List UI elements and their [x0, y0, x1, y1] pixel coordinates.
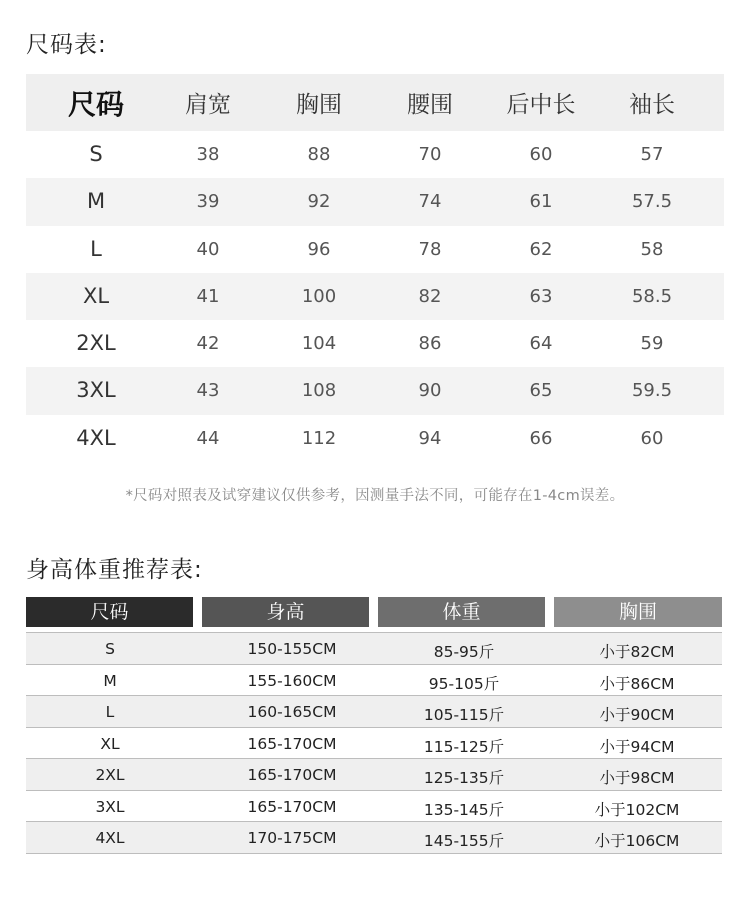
recommend-chart-cell: 165-170CM [247, 797, 337, 816]
recommend-chart-cell: 小于106CM [594, 832, 680, 850]
recommend-chart-row [26, 665, 722, 697]
rec-header-size: 尺码 [26, 597, 193, 627]
size-chart-cell: M [86, 189, 106, 214]
header-waist: 腰围 [407, 92, 453, 118]
recommend-chart-row [26, 728, 722, 760]
recommend-chart-cell: 165-170CM [247, 766, 337, 784]
size-chart-table [26, 74, 724, 462]
recommend-chart-cell: M [103, 671, 117, 690]
size-chart-cell: 108 [301, 380, 337, 402]
size-chart-cell: 57.5 [631, 191, 673, 213]
size-chart-cell: 60 [529, 144, 553, 165]
recommend-chart-cell: 2XL [95, 766, 125, 784]
header-sleeve: 袖长 [629, 92, 675, 118]
size-chart-cell: 65 [529, 380, 553, 402]
recommend-chart-cell: 4XL [95, 829, 125, 847]
recommend-chart-row [26, 822, 722, 854]
recommend-chart-cell: 85-95斤 [433, 643, 495, 661]
size-chart-cell: 88 [307, 144, 331, 165]
size-chart-cell: 62 [529, 238, 553, 260]
header-chest: 胸围 [296, 92, 342, 118]
recommend-chart-row [26, 632, 722, 665]
recommend-chart-cell: 小于90CM [599, 706, 675, 724]
size-chart-cell: 38 [196, 144, 220, 165]
recommend-chart-cell: 小于98CM [599, 769, 675, 787]
size-chart-cell: 58 [640, 238, 664, 260]
recommend-chart-row [26, 791, 722, 823]
size-chart-cell: 78 [418, 238, 442, 260]
size-chart-cell: 112 [301, 427, 337, 449]
size-chart-cell: 60 [640, 427, 664, 449]
size-chart-title: 尺码表: [26, 32, 107, 58]
size-chart-cell: 74 [418, 191, 442, 213]
size-chart-cell: 40 [196, 238, 220, 260]
size-chart-cell: 63 [529, 285, 553, 307]
recommend-chart-title: 身高体重推荐表: [26, 557, 203, 583]
recommend-chart-cell: 145-155斤 [423, 832, 505, 850]
size-chart-cell: 44 [196, 427, 220, 449]
recommend-chart-row [26, 759, 722, 791]
recommend-chart-cell: 105-115斤 [423, 706, 505, 724]
recommend-chart-cell: 小于86CM [599, 674, 675, 693]
size-chart-cell: 42 [196, 333, 220, 355]
recommend-chart-cell: 3XL [95, 797, 125, 816]
rec-header-height: 身高 [202, 597, 369, 627]
recommend-chart-row [26, 696, 722, 728]
recommend-chart-cell: 小于94CM [599, 737, 675, 756]
recommend-chart-cell: 95-105斤 [428, 674, 500, 693]
size-chart-row [26, 320, 724, 367]
recommend-chart-cell: XL [100, 734, 120, 753]
recommend-chart-cell: 150-155CM [247, 640, 337, 658]
recommend-chart-table [26, 632, 722, 854]
size-chart-cell: 58.5 [631, 285, 673, 307]
size-chart-cell: XL [82, 283, 110, 308]
recommend-chart-cell: 160-165CM [247, 703, 337, 721]
recommend-chart-cell: 155-160CM [247, 671, 337, 690]
recommend-chart-cell: 小于102CM [594, 800, 680, 819]
size-chart-row [26, 273, 724, 320]
size-chart-cell: 92 [307, 191, 331, 213]
recommend-chart-cell: S [105, 640, 115, 658]
size-chart-row [26, 131, 724, 178]
size-chart-cell: 4XL [76, 425, 116, 450]
disclaimer-note: *尺码对照表及试穿建议仅供参考，因测量手法不同，可能存在1-4cm误差。 [125, 488, 625, 504]
size-chart-cell: 39 [196, 191, 220, 213]
size-chart-cell: 59.5 [631, 380, 673, 402]
size-chart-row [26, 415, 724, 462]
size-chart-cell: 64 [529, 333, 553, 355]
size-chart-cell: 100 [301, 285, 337, 307]
size-chart-cell: 41 [196, 285, 220, 307]
recommend-chart-cell: 115-125斤 [423, 737, 505, 756]
recommend-chart-cell: 165-170CM [247, 734, 337, 753]
size-chart-row [26, 178, 724, 225]
size-chart-cell: 43 [196, 380, 220, 402]
rec-header-chest: 胸围 [554, 597, 722, 627]
size-chart-cell: 82 [418, 285, 442, 307]
recommend-chart-cell: 135-145斤 [423, 800, 505, 819]
size-chart-cell: 66 [529, 427, 553, 449]
size-chart-cell: 104 [301, 333, 337, 355]
size-chart-cell: 3XL [76, 378, 116, 403]
size-chart-cell: 2XL [76, 331, 116, 356]
recommend-chart-header [26, 597, 722, 627]
size-chart-cell: 70 [418, 144, 442, 165]
header-back-length: 后中长 [506, 92, 576, 118]
size-chart-row [26, 367, 724, 414]
size-chart-header [26, 74, 724, 131]
header-size: 尺码 [67, 87, 125, 121]
size-chart-row [26, 226, 724, 273]
size-chart-cell: 96 [307, 238, 331, 260]
size-chart-cell: 61 [529, 191, 553, 213]
size-chart-cell: 90 [418, 380, 442, 402]
size-chart-cell: S [89, 142, 103, 166]
recommend-chart-cell: 小于82CM [599, 643, 675, 661]
size-chart-cell: L [90, 236, 102, 261]
size-chart-cell: 57 [640, 144, 664, 165]
recommend-chart-cell: 170-175CM [247, 829, 337, 847]
rec-header-weight: 体重 [378, 597, 545, 627]
size-chart-cell: 59 [640, 333, 664, 355]
recommend-chart-cell: 125-135斤 [423, 769, 505, 787]
header-shoulder: 肩宽 [185, 92, 231, 118]
size-chart-cell: 94 [418, 427, 442, 449]
size-chart-cell: 86 [418, 333, 442, 355]
recommend-chart-cell: L [105, 703, 115, 721]
